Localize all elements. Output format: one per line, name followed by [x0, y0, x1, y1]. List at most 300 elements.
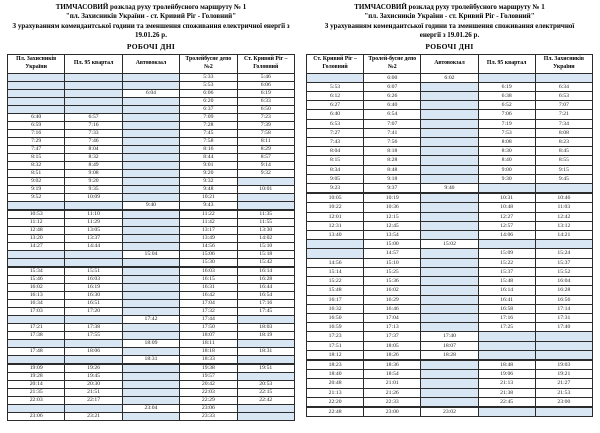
- time-cell: 12:01: [307, 212, 364, 221]
- empty-cell: [421, 370, 478, 379]
- table-row: [307, 304, 593, 313]
- time-cell: 22:48: [307, 407, 364, 417]
- table-row: [8, 323, 295, 331]
- table-row: [8, 97, 295, 105]
- time-cell: 16:31: [180, 283, 237, 291]
- time-cell: 18:23: [307, 360, 364, 370]
- time-cell: 6:27: [307, 101, 364, 110]
- table-row: [307, 193, 593, 203]
- time-cell: 17:42: [122, 315, 179, 323]
- time-cell: 18:05: [364, 341, 421, 350]
- time-cell: 21:26: [364, 388, 421, 397]
- time-cell: 13:54: [364, 231, 421, 240]
- empty-cell: [421, 165, 478, 174]
- time-cell: 8:30: [478, 147, 535, 156]
- workdays-label: РОБОЧІ ДНІ: [425, 41, 474, 51]
- time-cell: 11:29: [65, 218, 122, 226]
- time-cell: 7:16: [8, 129, 65, 137]
- time-cell: 16:59: [307, 323, 364, 332]
- time-cell: 18:40: [307, 370, 364, 379]
- time-cell: 17:50: [180, 323, 237, 331]
- empty-cell: [65, 105, 122, 113]
- title-line-1: ТИМЧАСОВИЙ розклад руху тролейбусного маршруту № 1: [55, 3, 247, 11]
- table-row: [307, 341, 593, 350]
- table-row: [307, 73, 593, 82]
- time-cell: 6:19: [478, 82, 535, 91]
- table-row: [8, 339, 295, 347]
- time-cell: 5:46: [237, 73, 294, 81]
- empty-cell: [421, 249, 478, 258]
- empty-cell: [535, 350, 592, 360]
- timetable-header: [8, 54, 295, 73]
- time-cell: 9:05: [307, 174, 364, 183]
- time-cell: 12:31: [307, 221, 364, 230]
- time-cell: 8:51: [8, 169, 65, 177]
- time-cell: 9:20: [180, 169, 237, 177]
- time-cell: 10:53: [8, 210, 65, 219]
- time-cell: 20:42: [180, 380, 237, 388]
- time-cell: 7:46: [65, 137, 122, 145]
- table-row: [307, 397, 593, 407]
- empty-cell: [421, 388, 478, 397]
- empty-cell: [478, 350, 535, 360]
- empty-cell: [421, 221, 478, 230]
- table-row: [8, 404, 295, 412]
- time-cell: 11:35: [237, 210, 294, 219]
- time-cell: 9:43: [180, 201, 237, 210]
- time-cell: 8:11: [237, 137, 294, 145]
- time-cell: 16:04: [535, 277, 592, 286]
- time-cell: 8:04: [307, 147, 364, 156]
- time-cell: 18:31: [237, 347, 294, 355]
- empty-cell: [535, 332, 592, 341]
- table-row: [8, 185, 295, 193]
- time-cell: 23:04: [122, 404, 179, 412]
- time-cell: 8:32: [8, 161, 65, 169]
- time-cell: 6:57: [65, 113, 122, 121]
- time-cell: 13:40: [307, 231, 364, 240]
- col-header-avtovokzal: Автовокзал: [421, 54, 478, 73]
- empty-cell: [421, 267, 478, 276]
- empty-cell: [421, 203, 478, 212]
- timetable-body: [8, 73, 295, 420]
- time-cell: 18:28: [421, 350, 478, 360]
- empty-cell: [65, 81, 122, 89]
- empty-cell: [122, 258, 179, 267]
- table-row: [307, 82, 593, 91]
- time-cell: 7:39: [237, 121, 294, 129]
- time-cell: 10:21: [180, 193, 237, 201]
- empty-cell: [478, 184, 535, 194]
- time-cell: 17:03: [8, 307, 65, 315]
- time-cell: 9:40: [122, 201, 179, 210]
- empty-cell: [421, 277, 478, 286]
- empty-cell: [122, 275, 179, 283]
- table-row: [8, 250, 295, 258]
- empty-cell: [421, 397, 478, 407]
- time-cell: 6:26: [364, 92, 421, 101]
- empty-cell: [122, 388, 179, 396]
- time-cell: 13:12: [535, 221, 592, 230]
- table-row: [8, 291, 295, 299]
- table-row: [307, 258, 593, 267]
- time-cell: 17:04: [180, 299, 237, 307]
- empty-cell: [65, 89, 122, 97]
- empty-cell: [122, 169, 179, 177]
- table-row: [8, 267, 295, 276]
- time-cell: 6:00: [364, 73, 421, 82]
- empty-cell: [421, 323, 478, 332]
- time-cell: 11:22: [180, 210, 237, 219]
- table-row: [307, 388, 593, 397]
- empty-cell: [237, 404, 294, 412]
- empty-cell: [65, 73, 122, 81]
- time-cell: 8:18: [364, 147, 421, 156]
- time-cell: 23:21: [65, 412, 122, 420]
- time-cell: 22:29: [180, 396, 237, 404]
- empty-cell: [122, 242, 179, 250]
- time-cell: 18:12: [307, 350, 364, 360]
- timetable-direction-2: [306, 54, 593, 418]
- time-cell: 12:45: [364, 221, 421, 230]
- time-cell: 21:53: [535, 388, 592, 397]
- empty-cell: [307, 249, 364, 258]
- table-row: [307, 221, 593, 230]
- time-cell: 17:38: [65, 323, 122, 331]
- empty-cell: [65, 201, 122, 210]
- table-row: [8, 121, 295, 129]
- empty-cell: [307, 240, 364, 249]
- table-row: [8, 388, 295, 396]
- time-cell: 9:00: [478, 165, 535, 174]
- empty-cell: [122, 291, 179, 299]
- empty-cell: [122, 105, 179, 113]
- time-cell: 16:32: [307, 304, 364, 313]
- time-cell: 12:42: [535, 212, 592, 221]
- time-cell: 23:00: [535, 397, 592, 407]
- time-cell: 15:37: [535, 258, 592, 267]
- empty-cell: [122, 113, 179, 121]
- empty-cell: [122, 97, 179, 105]
- empty-cell: [421, 295, 478, 304]
- time-cell: 15:00: [364, 240, 421, 249]
- empty-cell: [122, 226, 179, 234]
- time-cell: 12:15: [364, 212, 421, 221]
- empty-cell: [421, 128, 478, 137]
- time-cell: 15:24: [535, 249, 592, 258]
- time-cell: 5:33: [180, 73, 237, 81]
- empty-cell: [65, 258, 122, 267]
- empty-cell: [421, 212, 478, 221]
- time-cell: 6:53: [535, 92, 592, 101]
- title-line-2: "пл. Захисників України - ст. Кривий Ріг - Головний": [364, 12, 535, 21]
- time-cell: 21:38: [478, 388, 535, 397]
- time-cell: 15:22: [307, 277, 364, 286]
- time-cell: 9:30: [478, 174, 535, 183]
- time-cell: 13:30: [237, 226, 294, 234]
- table-row: [8, 161, 295, 169]
- col-header-95-kvartal: Пл. 95 квартал: [478, 54, 535, 73]
- empty-cell: [478, 332, 535, 341]
- time-cell: 21:35: [8, 388, 65, 396]
- time-cell: 9:48: [180, 185, 237, 193]
- table-row: [8, 364, 295, 373]
- empty-cell: [421, 147, 478, 156]
- empty-cell: [421, 286, 478, 295]
- empty-cell: [421, 193, 478, 203]
- time-cell: 6:07: [364, 82, 421, 91]
- table-row: [8, 347, 295, 355]
- empty-cell: [65, 339, 122, 347]
- time-cell: 21:13: [307, 388, 364, 397]
- time-cell: 9:35: [65, 185, 122, 193]
- time-cell: 22:03: [180, 388, 237, 396]
- table-row: [8, 73, 295, 81]
- time-cell: 6:02: [421, 73, 478, 82]
- empty-cell: [421, 92, 478, 101]
- table-row: [307, 147, 593, 156]
- time-cell: 17:51: [307, 341, 364, 350]
- time-cell: 7:06: [478, 110, 535, 119]
- time-cell: 9:18: [364, 174, 421, 183]
- time-cell: 20:14: [8, 380, 65, 388]
- time-cell: 19:21: [535, 370, 592, 379]
- empty-cell: [421, 101, 478, 110]
- table-row: [307, 128, 593, 137]
- title-line-3: З урахуванням комендантської години та зменшення споживання електричної: [324, 21, 575, 30]
- time-cell: 16:13: [8, 291, 65, 299]
- time-cell: 23:06: [180, 404, 237, 412]
- empty-cell: [8, 81, 65, 89]
- time-cell: 8:23: [535, 138, 592, 147]
- time-cell: 17:20: [65, 307, 122, 315]
- empty-cell: [421, 110, 478, 119]
- time-cell: 9:45: [535, 174, 592, 183]
- time-cell: 9:20: [65, 177, 122, 185]
- empty-cell: [237, 193, 294, 201]
- time-cell: 9:02: [8, 177, 65, 185]
- table-row: [307, 313, 593, 322]
- time-cell: 6:40: [307, 110, 364, 119]
- table-row: [307, 138, 593, 147]
- timetable-header: [307, 54, 593, 73]
- time-cell: 16:34: [8, 299, 65, 307]
- empty-cell: [122, 210, 179, 219]
- time-cell: 22:15: [237, 388, 294, 396]
- time-cell: 17:40: [421, 332, 478, 341]
- time-cell: 22:03: [8, 396, 65, 404]
- table-row: [8, 201, 295, 210]
- table-row: [307, 295, 593, 304]
- time-cell: 8:29: [237, 145, 294, 153]
- time-cell: 14:27: [8, 242, 65, 250]
- empty-cell: [8, 73, 65, 81]
- table-row: [307, 212, 593, 221]
- time-cell: 8:44: [180, 153, 237, 161]
- empty-cell: [122, 347, 179, 355]
- table-row: [307, 165, 593, 174]
- table-row: [8, 234, 295, 242]
- table-row: [307, 249, 593, 258]
- time-cell: 8:28: [364, 156, 421, 165]
- time-cell: 9:08: [65, 169, 122, 177]
- table-row: [8, 129, 295, 137]
- table-row: [8, 137, 295, 145]
- table-row: [307, 407, 593, 417]
- time-cell: 7:07: [535, 101, 592, 110]
- time-cell: 7:47: [8, 145, 65, 153]
- time-cell: 18:48: [478, 360, 535, 370]
- empty-cell: [535, 407, 592, 417]
- time-cell: 17:37: [364, 332, 421, 341]
- time-cell: 15:37: [478, 267, 535, 276]
- table-row: [8, 226, 295, 234]
- time-cell: 16:51: [65, 299, 122, 307]
- time-cell: 16:41: [478, 295, 535, 304]
- empty-cell: [421, 304, 478, 313]
- empty-cell: [535, 341, 592, 350]
- time-cell: 7:53: [478, 128, 535, 137]
- table-row: [8, 412, 295, 420]
- time-cell: 15:10: [364, 258, 421, 267]
- workdays-label: РОБОЧІ ДНІ: [126, 41, 176, 51]
- time-cell: 15:14: [307, 267, 364, 276]
- title-line-1: ТИМЧАСОВИЙ розклад руху тролейбусного маршруту № 1: [354, 3, 545, 11]
- time-cell: 19:57: [180, 372, 237, 380]
- time-cell: 14:02: [237, 234, 294, 242]
- time-cell: 22:17: [65, 396, 122, 404]
- table-row: [8, 210, 295, 219]
- time-cell: 14:56: [180, 242, 237, 250]
- time-cell: 7:58: [180, 137, 237, 145]
- time-cell: 16:14: [478, 286, 535, 295]
- empty-cell: [478, 240, 535, 249]
- time-cell: 7:45: [180, 129, 237, 137]
- empty-cell: [421, 231, 478, 240]
- time-cell: 18:07: [180, 331, 237, 339]
- time-cell: 23:02: [421, 407, 478, 417]
- time-cell: 7:28: [180, 121, 237, 129]
- time-cell: 9:32: [180, 177, 237, 185]
- empty-cell: [122, 380, 179, 388]
- table-row: [8, 193, 295, 201]
- title-line-4: 19.01.26 р.: [135, 31, 167, 40]
- empty-cell: [122, 137, 179, 145]
- empty-cell: [122, 185, 179, 193]
- time-cell: 15:22: [478, 258, 535, 267]
- time-cell: 6:19: [237, 89, 294, 97]
- empty-cell: [122, 283, 179, 291]
- time-cell: 16:29: [364, 295, 421, 304]
- time-cell: 16:15: [180, 275, 237, 283]
- table-row: [307, 323, 593, 332]
- time-cell: 18:18: [180, 347, 237, 355]
- empty-cell: [122, 267, 179, 276]
- time-cell: 21:27: [535, 379, 592, 388]
- time-cell: 11:03: [535, 203, 592, 212]
- time-cell: 13:05: [65, 226, 122, 234]
- time-cell: 16:46: [364, 304, 421, 313]
- empty-cell: [421, 258, 478, 267]
- empty-cell: [122, 121, 179, 129]
- time-cell: 15:06: [180, 250, 237, 258]
- empty-cell: [478, 73, 535, 82]
- table-row: [8, 331, 295, 339]
- time-cell: 18:09: [122, 339, 179, 347]
- table-row: [307, 92, 593, 101]
- table-row: [8, 372, 295, 380]
- time-cell: 16:17: [307, 295, 364, 304]
- time-cell: 13:20: [8, 234, 65, 242]
- timetable-body: [307, 73, 593, 417]
- time-cell: 15:48: [478, 277, 535, 286]
- empty-cell: [478, 407, 535, 417]
- time-cell: 15:10: [237, 242, 294, 250]
- time-cell: 14:21: [535, 231, 592, 240]
- col-header-kryvyi-rih: Ст. Кривий Ріг – Головний: [307, 54, 364, 73]
- time-cell: 19:26: [65, 364, 122, 373]
- time-cell: 12:27: [478, 212, 535, 221]
- time-cell: 17:32: [180, 307, 237, 315]
- time-cell: 10:31: [478, 193, 535, 203]
- schedule-title: [7, 3, 295, 41]
- table-row: [8, 145, 295, 153]
- time-cell: 8:15: [307, 156, 364, 165]
- time-cell: 18:33: [180, 355, 237, 364]
- empty-cell: [122, 331, 179, 339]
- time-cell: 23:33: [180, 412, 237, 420]
- empty-cell: [122, 81, 179, 89]
- time-cell: 12:48: [8, 226, 65, 234]
- empty-cell: [122, 153, 179, 161]
- time-cell: 19:51: [237, 364, 294, 373]
- time-cell: 7:16: [65, 121, 122, 129]
- time-cell: 17:13: [364, 323, 421, 332]
- table-row: [307, 156, 593, 165]
- time-cell: 8:04: [65, 145, 122, 153]
- empty-cell: [8, 250, 65, 258]
- table-row: [307, 350, 593, 360]
- time-cell: 16:02: [364, 286, 421, 295]
- time-cell: 16:19: [65, 283, 122, 291]
- empty-cell: [8, 355, 65, 364]
- time-cell: 15:02: [421, 240, 478, 249]
- empty-cell: [535, 184, 592, 194]
- time-cell: 6:06: [237, 81, 294, 89]
- time-cell: 7:33: [65, 129, 122, 137]
- empty-cell: [237, 412, 294, 420]
- empty-cell: [65, 250, 122, 258]
- time-cell: 10:46: [535, 193, 592, 203]
- empty-cell: [237, 339, 294, 347]
- empty-cell: [122, 218, 179, 226]
- time-cell: 9:52: [8, 193, 65, 201]
- time-cell: 22:20: [307, 397, 364, 407]
- time-cell: 19:38: [180, 364, 237, 373]
- time-cell: 23:06: [8, 412, 65, 420]
- time-cell: 18:03: [237, 323, 294, 331]
- table-row: [307, 370, 593, 379]
- empty-cell: [122, 161, 179, 169]
- empty-cell: [8, 315, 65, 323]
- time-cell: 8:34: [307, 165, 364, 174]
- time-cell: 16:50: [307, 313, 364, 322]
- table-row: [307, 360, 593, 370]
- table-row: [307, 240, 593, 249]
- time-cell: 16:28: [237, 275, 294, 283]
- empty-cell: [122, 129, 179, 137]
- time-cell: 7:29: [8, 137, 65, 145]
